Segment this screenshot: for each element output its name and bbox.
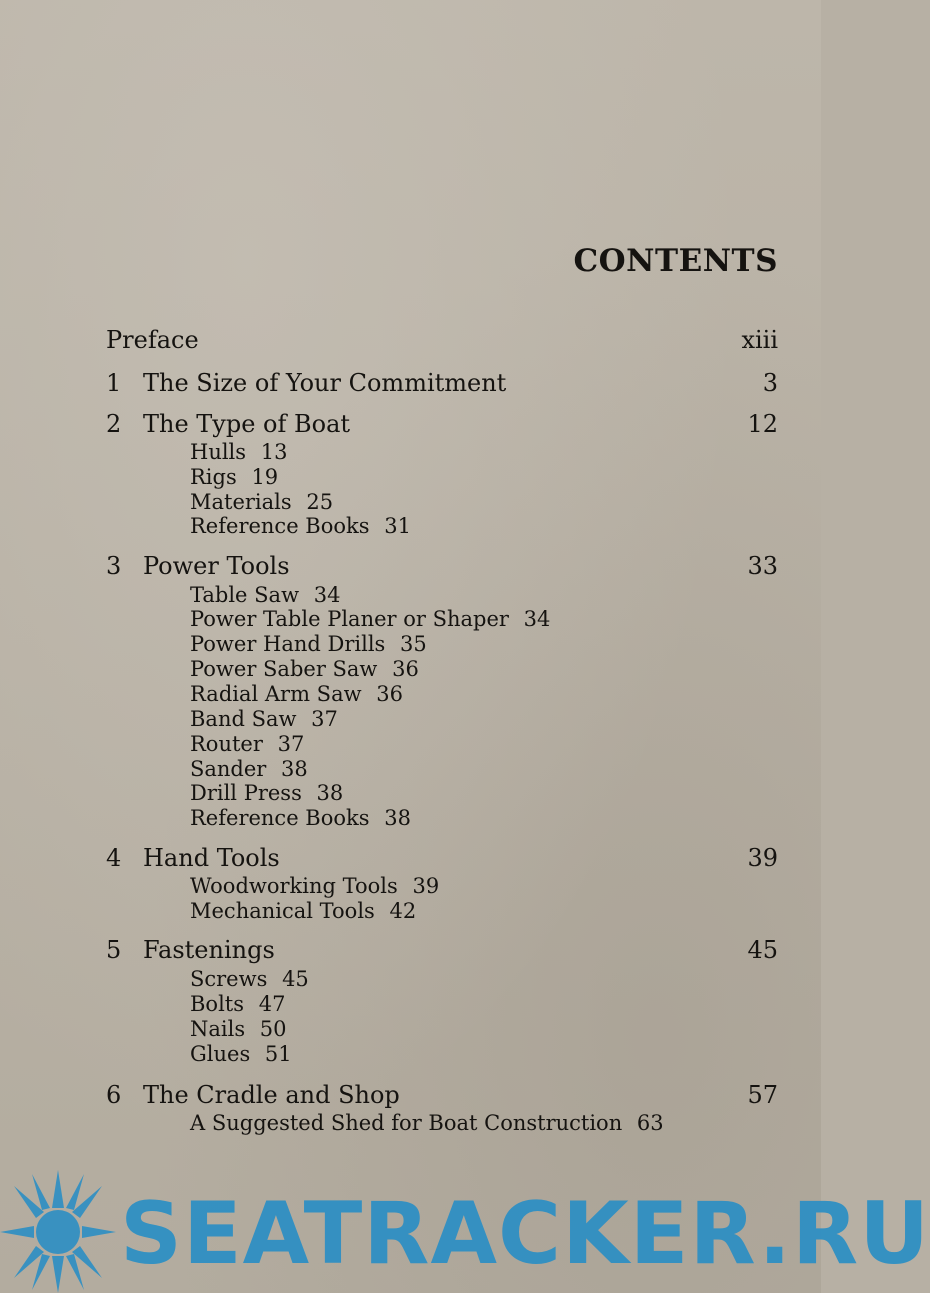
section-entry (190, 757, 308, 781)
chapter-title: The Size of Your Commitment (143, 369, 507, 397)
section-title: A Suggested Shed for Boat Construction (190, 1111, 623, 1135)
section-title: Table Saw (190, 583, 300, 607)
chapter-number: 6 (106, 1081, 122, 1109)
section-title: Rigs (190, 465, 237, 489)
section-title: Hulls (190, 440, 247, 464)
section-entry (190, 607, 550, 631)
section-page-number: 13 (260, 440, 288, 464)
chapter-title: Power Tools (143, 552, 290, 580)
section-page-number: 63 (636, 1111, 664, 1135)
chapter-title: Hand Tools (143, 844, 280, 872)
section-entry (190, 967, 309, 991)
section-entry (190, 781, 343, 805)
chapter-title: The Type of Boat (143, 410, 351, 438)
section-page-number: 39 (412, 874, 440, 898)
section-page-number: 38 (384, 806, 411, 830)
watermark-text: SEATRACKER.RU (120, 1184, 930, 1284)
section-entry (190, 632, 427, 656)
section-entry (190, 514, 411, 538)
section-page-number: 37 (277, 732, 305, 756)
chapter-number: 2 (106, 410, 122, 438)
section-title: Reference Books (190, 806, 370, 830)
section-entry (190, 707, 338, 731)
section-title: Materials (190, 490, 292, 514)
section-title: Bolts (190, 992, 245, 1016)
section-page-number: 51 (264, 1042, 292, 1066)
section-page-number: 34 (313, 583, 341, 607)
section-title: Drill Press (190, 781, 302, 805)
section-page-number: 31 (384, 514, 411, 538)
section-page-number: 36 (376, 682, 403, 706)
chapter-page-number: 45 (747, 936, 778, 964)
chapter-number: 4 (106, 844, 122, 872)
section-page-number: 35 (400, 632, 427, 656)
section-page-number: 38 (316, 781, 344, 805)
section-title: Woodworking Tools (190, 874, 398, 898)
chapter-title: Fastenings (143, 936, 275, 964)
section-page-number: 36 (392, 657, 419, 681)
section-entry (190, 806, 411, 830)
page-title: CONTENTS (573, 243, 778, 279)
section-entry (190, 899, 416, 923)
chapter-number: 5 (106, 936, 122, 964)
section-title: Radial Arm Saw (190, 682, 362, 706)
section-entry (190, 992, 285, 1016)
section-entry (190, 583, 340, 607)
chapter-number: 3 (106, 552, 122, 580)
section-page-number: 34 (523, 607, 551, 631)
chapter-page-number: 33 (747, 552, 778, 580)
section-entry (190, 682, 403, 706)
section-page-number: 37 (311, 707, 338, 731)
section-title: Screws (190, 967, 268, 991)
preface-title: Preface (106, 326, 199, 354)
section-page-number: 47 (258, 992, 286, 1016)
section-title: Power Hand Drills (190, 632, 386, 656)
section-page-number: 25 (306, 490, 334, 514)
section-title: Glues (190, 1042, 251, 1066)
section-entry (190, 490, 333, 514)
chapter-page-number: 12 (747, 410, 778, 438)
section-title: Mechanical Tools (190, 899, 375, 923)
chapter-page-number: 57 (747, 1081, 778, 1109)
section-page-number: 45 (282, 967, 309, 991)
section-title: Sander (190, 757, 267, 781)
section-title: Band Saw (190, 707, 297, 731)
section-entry (190, 874, 439, 898)
section-title: Power Saber Saw (190, 657, 378, 681)
section-title: Reference Books (190, 514, 370, 538)
sun-rays-icon (0, 1170, 116, 1293)
section-page-number: 38 (281, 757, 308, 781)
chapter-title: The Cradle and Shop (143, 1081, 400, 1109)
section-title: Nails (190, 1017, 246, 1041)
section-entry (190, 732, 304, 756)
section-entry (190, 1111, 664, 1135)
chapter-page-number: 39 (747, 844, 778, 872)
preface-page-number: xiii (741, 326, 778, 354)
chapter-page-number: 3 (762, 369, 778, 397)
section-title: Power Table Planer or Shaper (190, 607, 509, 631)
section-entry (190, 465, 278, 489)
section-page-number: 19 (251, 465, 279, 489)
chapter-number: 1 (106, 369, 122, 397)
section-page-number: 50 (259, 1017, 287, 1041)
section-page-number: 42 (389, 899, 417, 923)
section-entry (190, 657, 419, 681)
section-entry (190, 1042, 292, 1066)
section-entry (190, 440, 287, 464)
section-entry (190, 1017, 287, 1041)
section-title: Router (190, 732, 263, 756)
